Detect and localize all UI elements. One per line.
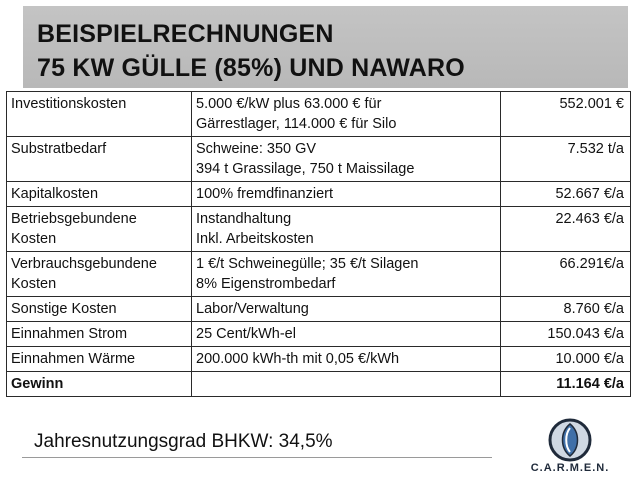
row-description-line: 25 Cent/kWh-el (196, 326, 296, 342)
table-row (7, 297, 631, 322)
row-label-line: Einnahmen Strom (11, 326, 128, 342)
row-label (7, 92, 192, 137)
row-value: 22.463 €/a (501, 207, 631, 252)
row-description-line: 8% Eigenstrombedarf (196, 276, 336, 292)
row-value: 552.001 € (501, 92, 631, 137)
row-label-line: Substratbedarf (11, 141, 107, 157)
table-row (7, 137, 631, 182)
row-description-line: 1 €/t Schweinegülle; 35 €/t Silagen (196, 256, 419, 272)
row-description-line: 200.000 kWh-th mit 0,05 €/kWh (196, 351, 400, 367)
header-title-line1: BEISPIELRECHNUNGEN (37, 20, 334, 48)
row-description-line: 5.000 €/kW plus 63.000 € für (196, 96, 382, 112)
carmen-logo-text: C.A.R.M.E.N. (530, 462, 610, 474)
row-label-line: Kapitalkosten (11, 186, 99, 202)
table-row (7, 347, 631, 372)
row-label (7, 182, 192, 207)
row-description (192, 252, 501, 297)
row-label (7, 322, 192, 347)
row-label-line: Investitionskosten (11, 96, 127, 112)
carmen-logo (520, 418, 620, 482)
row-description-line: Inkl. Arbeitskosten (196, 231, 314, 247)
table-row (7, 322, 631, 347)
table-row (7, 207, 631, 252)
footer-divider (22, 457, 492, 458)
row-description-line: Labor/Verwaltung (196, 301, 309, 317)
header-title-line2: 75 KW GÜLLE (85%) UND NAWARO (37, 54, 465, 82)
calculation-table (6, 91, 631, 397)
row-description-line: Gärrestlager, 114.000 € für Silo (196, 116, 397, 132)
table-row (7, 372, 631, 397)
row-description (192, 207, 501, 252)
row-value: 66.291€/a (501, 252, 631, 297)
row-label (7, 207, 192, 252)
row-description (192, 297, 501, 322)
table-row (7, 92, 631, 137)
row-label-line: Sonstige Kosten (11, 301, 117, 317)
row-description-line: Schweine: 350 GV (196, 141, 317, 157)
row-description-line: 100% fremdfinanziert (196, 186, 334, 202)
row-label (7, 252, 192, 297)
row-description (192, 182, 501, 207)
carmen-logo-icon (544, 418, 596, 462)
row-value: 52.667 €/a (501, 182, 631, 207)
row-description (192, 347, 501, 372)
row-label-line: Kosten (11, 231, 57, 247)
row-label (7, 297, 192, 322)
row-description-line (196, 374, 496, 394)
row-value: 7.532 t/a (501, 137, 631, 182)
row-value: 10.000 €/a (501, 347, 631, 372)
row-label (7, 137, 192, 182)
table-row (7, 182, 631, 207)
row-label (7, 347, 192, 372)
row-description-line: 394 t Grassilage, 750 t Maissilage (196, 161, 415, 177)
efficiency-note: Jahresnutzungsgrad BHKW: 34,5% (34, 431, 333, 452)
row-value: 150.043 €/a (501, 322, 631, 347)
header-banner (23, 6, 628, 88)
row-description-line: Instandhaltung (196, 211, 292, 227)
row-label-line: Einnahmen Wärme (11, 351, 136, 367)
row-label-line: Gewinn (11, 376, 64, 392)
row-label (7, 372, 192, 397)
row-value: 11.164 €/a (501, 372, 631, 397)
row-description (192, 92, 501, 137)
row-label-line: Kosten (11, 276, 57, 292)
row-description (192, 372, 501, 397)
row-description (192, 137, 501, 182)
row-label-line: Verbrauchsgebundene (11, 256, 157, 272)
table-row (7, 252, 631, 297)
row-value: 8.760 €/a (501, 297, 631, 322)
row-description (192, 322, 501, 347)
row-label-line: Betriebsgebundene (11, 211, 137, 227)
